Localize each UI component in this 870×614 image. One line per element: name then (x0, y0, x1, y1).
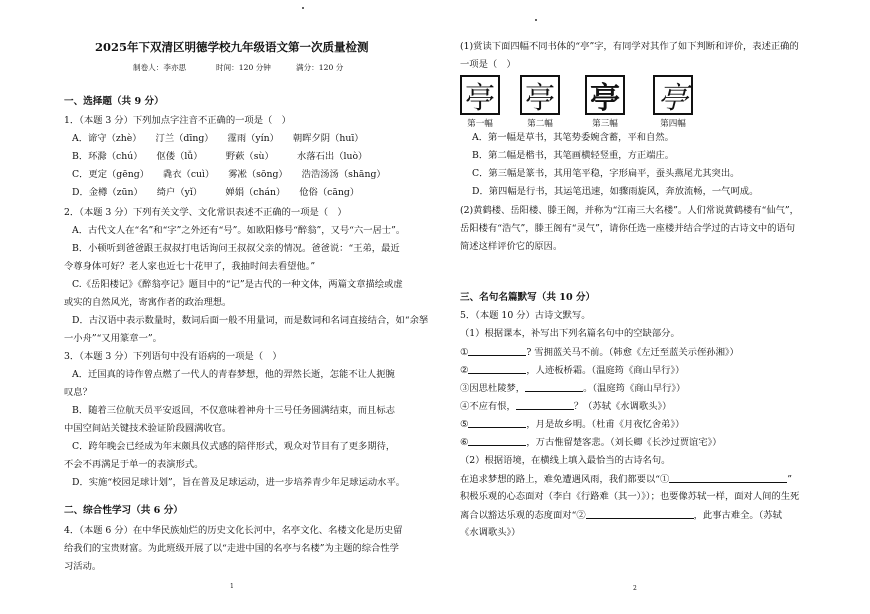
section-heading-choice: 一、选择题（共 9 分） (64, 96, 164, 107)
context-quote-end: ” (787, 474, 793, 485)
item-marker: ① (460, 347, 469, 358)
answer-blank-6[interactable] (468, 435, 526, 446)
dictation-text-4: 不应有恨， (469, 401, 516, 412)
question-2-option-c: C.《岳阳楼记》《醉翁亭记》题目中的“记”是古代的一种文体，两篇文章描绘或虚 (72, 279, 403, 290)
question-3-stem: 3．（本题 3 分）下列语句中没有语病的一项是（ ） (64, 351, 282, 362)
question-3-option-d: D．实施“校园足球计划”，旨在普及足球运动，进一步培养青少年足球运动水平。 (72, 477, 406, 488)
question-4-2-line-2: 岳阳楼有“浩气”，滕王阁有“灵气”，请你任选一座楼并结合学过的古诗文中的语句 (460, 223, 796, 234)
answer-blank-4[interactable] (516, 399, 574, 410)
answer-blank-1[interactable] (468, 345, 526, 356)
dictation-item-6 (460, 435, 722, 449)
context-text-1: 在追求梦想的路上，难免遭遇风雨，我们都要以“① (460, 474, 670, 485)
exam-page-right (435, 0, 870, 614)
question-4-1-option-a: A．第一幅是草书，其笔势委婉含蓄，平和自然。 (472, 132, 674, 143)
calligraphy-label-4: 第四幅 (660, 119, 686, 129)
exam-title: 2025年下双清区明德学校九年级语文第一次质量检测 (95, 40, 369, 54)
question-4-2-line-3: 简述这样评价它的原因。 (460, 241, 563, 252)
question-3-option-b-cont: 中国空间站关键技术验证阶段圆满收官。 (64, 423, 232, 434)
question-4-2-line-1: (2)黄鹤楼、岳阳楼、滕王阁，并称为“江南三大名楼”。人们常说黄鹤楼有“仙气”， (460, 205, 799, 216)
scan-speck (302, 7, 304, 9)
question-5-1-instruction: （1）根据课本，补写出下列名篇名句中的空缺部分。 (460, 328, 680, 339)
question-4-intro-line-2: 给我们的宝贵财富。为此班级开展了以“走进中国的名亭与名楼”为主题的综合性学 (64, 543, 399, 554)
question-1-option-d: D．金樽（zūn） 绮户（yǐ） 婵娟（chán） 伧俗（cāng） (72, 187, 360, 198)
dictation-text-2: ，人迹板桥霜。（温庭筠《商山早行》） (526, 365, 685, 376)
question-1-option-a: A．谛守（zhè） 汀兰（dīng） 霪雨（yín） 朝晖夕阴（huī） (72, 133, 364, 144)
item-marker: ③ (460, 383, 470, 394)
question-2-option-b: B．小顿听到爸爸跟王叔叔打电话询问王叔叔父亲的情况。爸爸说：“王弟，最近 (72, 243, 400, 254)
calligraphy-running-ting: 亭 (653, 75, 693, 115)
question-3-option-c: C．跨年晚会已经成为年末颇具仪式感的陪伴形式，观众对节目有了更多期待， (72, 441, 396, 452)
section-heading-dictation: 三、名句名篇默写（共 10 分） (460, 292, 596, 303)
question-2-option-d: D．古汉语中表示数量时，数词后面一般不用量词，而是数词和名词直接结合，如“余拏 (72, 315, 429, 326)
exam-time: 时间：120 分钟 (216, 63, 271, 72)
dictation-source-3: 。（温庭筠《商山早行》） (583, 383, 686, 394)
question-4-intro-line-1: 4．（本题 6 分）在中华民族灿烂的历史文化长河中，名亭文化、名楼文化是历史留 (64, 525, 403, 536)
question-2-option-a: A．古代文人在“名”和“字”之外还有“号”。如欧阳修号“醉翁”，又号“六一居士”。 (72, 225, 406, 236)
question-4-1-option-b: B．第二幅是楷书，其笔画横轻竖重，方正端庄。 (472, 150, 675, 161)
calligraphy-cursive-ting: 亭 (460, 75, 500, 115)
answer-blank-2[interactable] (468, 363, 526, 374)
question-5-stem: 5．（本题 10 分）古诗文默写。 (460, 310, 591, 321)
scan-speck (535, 19, 537, 21)
item-marker: ② (460, 365, 469, 376)
page-number-left: 1 (230, 583, 234, 590)
dictation-item-3 (460, 381, 685, 395)
item-marker: ④ (460, 401, 470, 412)
answer-blank-context-1[interactable] (669, 472, 787, 483)
answer-blank-5[interactable] (468, 417, 526, 428)
question-4-1-option-d: D．第四幅是行书，其运笔迅速，如骤雨旋风，奔放流畅，一气呵成。 (472, 186, 759, 197)
question-1-stem: 1．（本题 3 分）下列加点字注音不正确的一项是（ ） (64, 115, 291, 126)
question-4-1-stem: (1)赏读下面四幅不同书体的“亭”字，有同学对其作了如下判断和评价，表述正确的 (460, 41, 799, 52)
item-marker: ⑤ (460, 419, 469, 430)
dictation-text-1: ? 雪拥蓝关马不前。（韩愈《左迁至蓝关示侄孙湘》） (526, 347, 739, 358)
context-line-4: 《水调歌头》） (460, 527, 521, 538)
section-heading-integrated: 二、综合性学习（共 6 分） (64, 505, 183, 516)
question-4-1-stem-cont: 一项是（ ） (460, 59, 516, 70)
dictation-item-1 (460, 345, 739, 359)
question-2-option-b-cont: 令尊身体可好？老人家也近七十花甲了，我抽时间去看望他。” (64, 261, 316, 272)
page-number-right: 2 (633, 585, 637, 592)
dictation-item-5 (460, 417, 684, 431)
question-2-stem: 2．（本题 3 分）下列有关文学、文化常识表述不正确的一项是（ ） (64, 207, 347, 218)
calligraphy-label-1: 第一幅 (467, 119, 493, 129)
context-line-1 (460, 472, 792, 486)
dictation-text-6: ，万古惟留楚客悲。（刘长卿《长沙过贾谊宅》） (526, 437, 722, 448)
question-1-option-c: C．更定（gēng） 毳衣（cuì） 雾凇（sōng） 浩浩汤汤（shāng） (72, 169, 386, 180)
context-text-3-end: ，此事古难全。（苏轼 (693, 510, 782, 521)
question-3-option-c-cont: 不会不再满足于单一的表演形式。 (64, 459, 204, 470)
question-5-2-instruction: （2）根据语境，在横线上填入最恰当的古诗名句。 (460, 455, 671, 466)
question-4-1-option-c: C．第三幅是篆书，其用笔平稳，字形扁平，蚕头燕尾尤其突出。 (472, 168, 740, 179)
dictation-text-5: ，月是故乡明。（杜甫《月夜忆舍弟》） (526, 419, 685, 430)
answer-blank-context-2[interactable] (586, 508, 694, 519)
dictation-source-4: ？（苏轼《水调歌头》） (573, 401, 672, 412)
exam-score: 满分：120 分 (296, 63, 344, 72)
context-line-2: 积极乐观的心态面对（李白《行路难（其一）》）；也要像苏轼一样，面对人间的生死 (460, 491, 800, 502)
answer-blank-3[interactable] (525, 381, 583, 392)
calligraphy-regular-ting: 亭 (520, 75, 560, 115)
dictation-item-2 (460, 363, 684, 377)
calligraphy-label-3: 第三幅 (592, 119, 618, 129)
context-text-3: 离合以豁达乐观的态度面对“② (460, 510, 586, 521)
calligraphy-label-2: 第二幅 (527, 119, 553, 129)
calligraphy-seal-ting: 亭 (585, 75, 625, 115)
exam-author: 制卷人：李亦思 (133, 63, 187, 72)
question-3-option-a-cont: 叹息？ (64, 387, 92, 398)
question-3-option-a: A．迁国真的诗作曾点燃了一代人的青春梦想，他的羿然长逝，怎能不让人扼腕 (72, 369, 395, 380)
question-2-option-d-cont: 一小舟”“又用篆章一”。 (64, 333, 162, 344)
context-line-3 (460, 508, 782, 522)
dictation-text-3: 因思杜陵梦， (469, 383, 526, 394)
question-1-option-b: B．环滁（chú） 伛偻（lǚ） 野蔌（sù） 水落石出（luò） (72, 151, 368, 162)
item-marker: ⑥ (460, 437, 469, 448)
dictation-item-4 (460, 399, 671, 413)
question-2-option-c-cont: 或实的自然风光，寄寓作者的政治理想。 (64, 297, 232, 308)
question-4-intro-line-3: 习活动。 (64, 561, 102, 572)
question-3-option-b: B．随着三位航天员平安返回，不仅意味着神舟十三号任务圆满结束，而且标志 (72, 405, 395, 416)
